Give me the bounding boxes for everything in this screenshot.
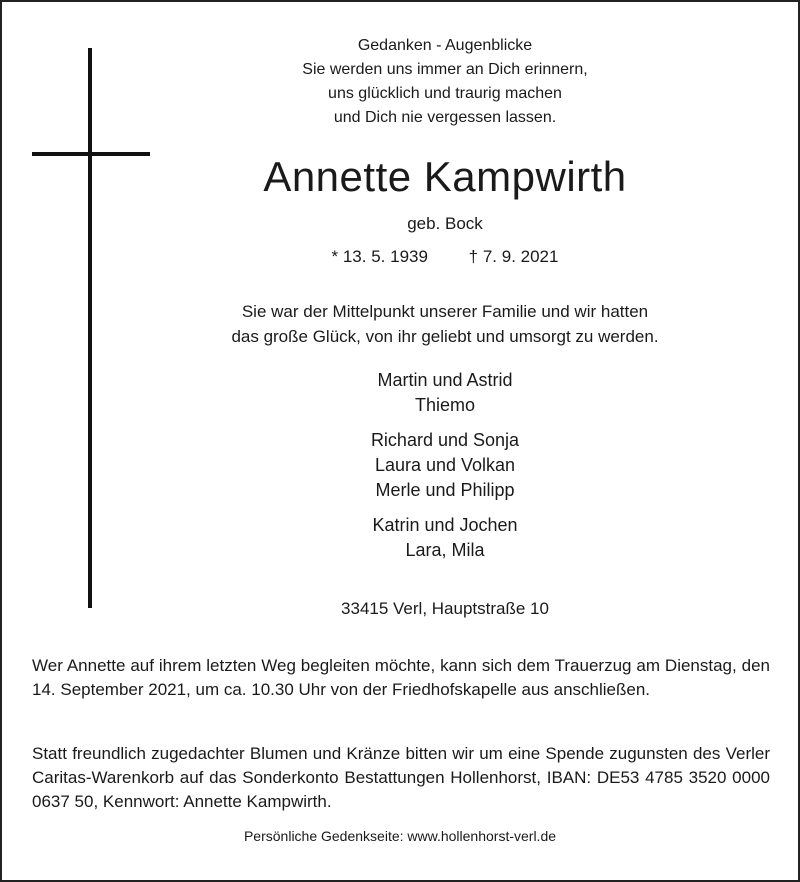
mourner-name: Martin und Astrid: [377, 370, 513, 390]
life-dates: [90, 244, 800, 270]
tribute-text: [90, 299, 800, 349]
tribute-line: das große Glück, von ihr geliebt und umsorgt zu werden.: [231, 327, 659, 346]
poem-line: und Dich nie vergessen lassen.: [333, 109, 557, 126]
poem: [90, 34, 800, 130]
funeral-notice: Wer Annette auf ihrem letzten Weg begleiten möchte, kann sich dem Trauerzug am Dienstag, den 14. September 2021, um ca. 10.30 Uhr von der Friedhofskapelle aus anschließen.: [32, 656, 770, 699]
birth-name: geb. Bock: [407, 214, 483, 233]
mourner-name: Laura und Volkan: [374, 455, 516, 475]
mourners-list: [90, 368, 800, 573]
tribute-line: Sie war der Mittelpunkt unserer Familie und wir hatten: [241, 302, 649, 321]
family-address: 33415 Verl, Hauptstraße 10: [341, 599, 549, 618]
memorial-page-link: Persönliche Gedenkseite: www.hollenhorst-verl.de: [243, 828, 557, 844]
poem-line: Sie werden uns immer an Dich erinnern,: [302, 61, 588, 78]
poem-line: Gedanken - Augenblicke: [357, 37, 533, 54]
mourner-name: Thiemo: [414, 395, 476, 415]
family-group: [90, 428, 800, 503]
donation-notice: Statt freundlich zugedachter Blumen und Kränze bitten wir um eine Spende zugunsten des Verler Caritas-Warenkorb auf das Sonderkonto Bestattungen Hollenhorst, IBAN: DE53 4785 3520 0000 0637 50, Kennwort: Annette Kampwirth.: [32, 744, 770, 811]
birth-date: * 13. 5. 1939: [331, 247, 428, 266]
mourner-name: Katrin und Jochen: [372, 515, 518, 535]
mourner-name: Richard und Sonja: [370, 430, 520, 450]
deceased-name: Annette Kampwirth: [263, 153, 627, 200]
mourner-name: Merle und Philipp: [375, 480, 515, 500]
family-group: [90, 368, 800, 418]
death-date: † 7. 9. 2021: [468, 247, 559, 266]
family-group: [90, 513, 800, 563]
poem-line: uns glücklich und traurig machen: [328, 85, 562, 102]
mourner-name: Lara, Mila: [405, 540, 485, 560]
